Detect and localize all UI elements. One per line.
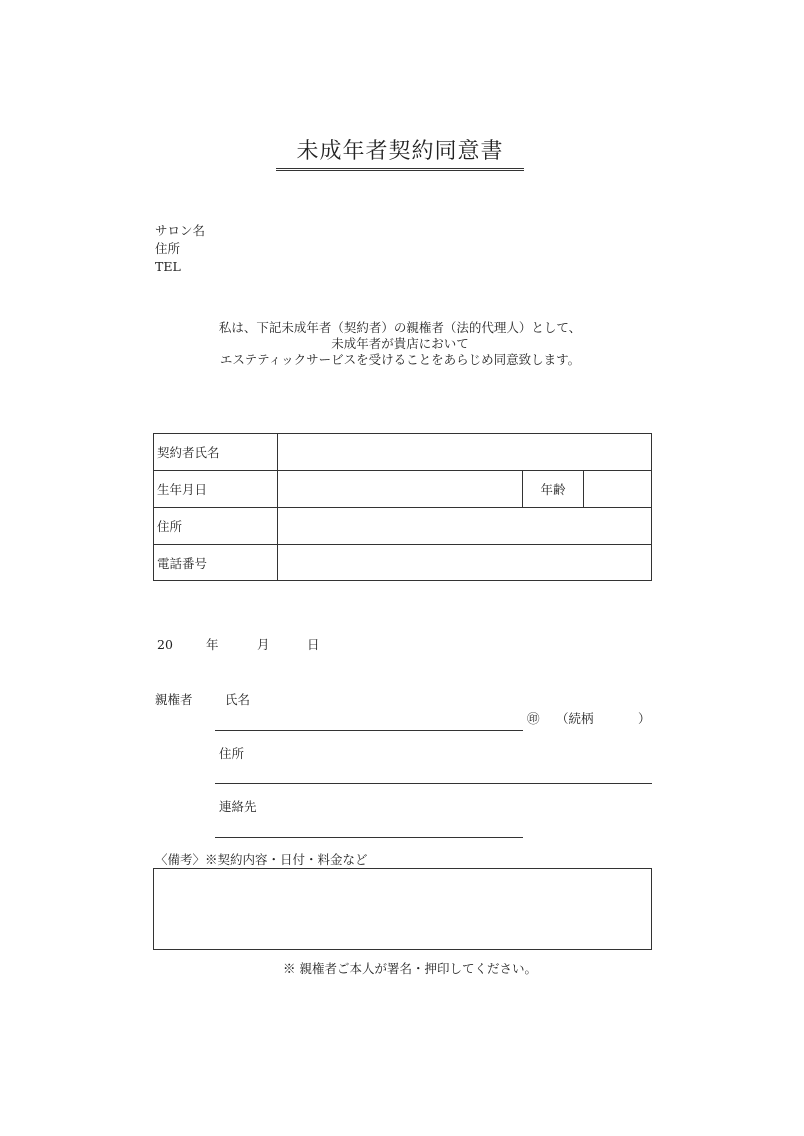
footer-note: ※ 親権者ご本人が署名・押印してください。	[283, 961, 537, 976]
statement-line: エステティックサービスを受けることをあらじめ同意致します。	[219, 352, 581, 367]
date-month-label: 月	[257, 637, 270, 652]
date-year-prefix: 20	[157, 637, 173, 652]
seal-mark: ㊞	[527, 711, 540, 726]
relation-close-label: ）	[638, 711, 651, 726]
contractor-address-label: 住所	[154, 508, 278, 544]
contractor-phone-field[interactable]	[278, 545, 651, 581]
date-day-label: 日	[307, 637, 320, 652]
document-title: 未成年者契約同意書	[276, 134, 524, 171]
guardian-name-line[interactable]	[215, 730, 523, 731]
memo-box[interactable]	[153, 868, 652, 950]
contractor-name-field[interactable]	[278, 434, 651, 470]
guardian-contact-label: 連絡先	[219, 799, 257, 814]
statement-line: 未成年者が貴店において	[331, 336, 469, 351]
memo-label: 〈備考〉※契約内容・日付・料金など	[155, 852, 368, 867]
contractor-table	[153, 433, 652, 581]
relation-open-label: （続柄	[556, 711, 594, 726]
guardian-address-label: 住所	[219, 746, 245, 761]
date-year-label: 年	[206, 637, 219, 652]
table-row-address	[154, 508, 651, 545]
table-row-phone	[154, 545, 651, 581]
age-label: 年齢	[522, 471, 584, 507]
salon-name-label: サロン名	[155, 223, 206, 238]
age-field[interactable]	[585, 471, 651, 507]
guardian-name-label: 氏名	[225, 692, 251, 707]
salon-address-label: 住所	[155, 241, 181, 256]
salon-tel-label: TEL	[155, 259, 181, 274]
consent-statement	[150, 320, 650, 368]
guardian-contact-line[interactable]	[215, 837, 523, 838]
contractor-address-field[interactable]	[278, 508, 651, 544]
contractor-name-label: 契約者氏名	[154, 434, 278, 470]
birth-date-label: 生年月日	[154, 471, 278, 507]
table-row-name	[154, 434, 651, 471]
statement-line: 私は、下記未成年者（契約者）の親権者（法的代理人）として、	[218, 320, 582, 335]
contractor-phone-label: 電話番号	[154, 545, 278, 581]
guardian-label: 親権者	[155, 692, 193, 707]
guardian-address-line[interactable]	[215, 783, 652, 784]
table-row-birth	[154, 471, 651, 508]
